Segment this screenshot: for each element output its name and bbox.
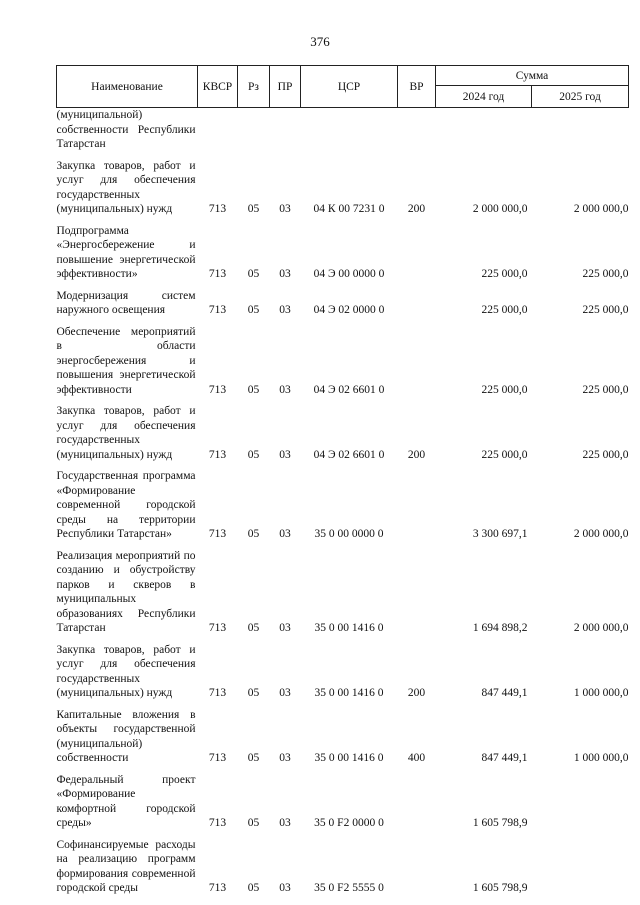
cell-pr: 03 xyxy=(279,304,291,316)
row-spacer-cell xyxy=(57,217,629,224)
cell-sum-2025 xyxy=(532,773,629,831)
cell-sum-2025 xyxy=(532,108,629,152)
table-row xyxy=(57,224,629,282)
row-spacer xyxy=(57,636,629,643)
cell-kvsr xyxy=(198,108,238,152)
header-pr: ПР xyxy=(270,66,301,108)
cell-rz: 05 xyxy=(247,304,260,316)
cell-vr xyxy=(398,289,436,318)
header-rz: Рз xyxy=(238,66,270,108)
cell-vr xyxy=(398,325,436,398)
table-row xyxy=(57,643,629,701)
cell-pr: 03 xyxy=(279,622,291,634)
cell-pr: 03 xyxy=(279,882,291,894)
cell-sum-2024: 225 000,0 xyxy=(481,268,528,280)
cell-name: Обеспечение мероприятий в области энергосбережения и повышения энергетической эффективности xyxy=(56,325,196,396)
row-spacer xyxy=(57,831,629,838)
cell-name: Софинансируемые расходы на реализацию программ формирования современной городской среды xyxy=(56,838,196,894)
cell-vr xyxy=(398,838,436,896)
cell-csr: 35 0 F2 5555 0 xyxy=(314,882,384,894)
cell-pr: 03 xyxy=(279,448,291,461)
row-spacer-cell xyxy=(57,766,629,773)
cell-name: Закупка товаров, работ и услуг для обеспечения государственных (муниципальных) нужд xyxy=(56,643,196,699)
row-spacer xyxy=(57,542,629,549)
cell-vr: 200 xyxy=(407,687,426,699)
cell-pr: 03 xyxy=(279,752,291,764)
cell-sum-2025: 225 000,0 xyxy=(582,383,629,396)
cell-vr xyxy=(398,108,436,152)
cell-csr: 35 0 00 1416 0 xyxy=(314,622,384,634)
cell-rz: 05 xyxy=(247,622,260,634)
cell-sum-2025: 1 000 000,0 xyxy=(573,752,629,764)
cell-name: Модернизация систем наружного освещения xyxy=(56,289,196,316)
cell-sum-2025 xyxy=(532,838,629,896)
cell-sum-2025: 2 000 000,0 xyxy=(573,203,629,215)
row-spacer xyxy=(57,701,629,708)
cell-csr: 35 0 00 1416 0 xyxy=(314,752,384,764)
header-year-2024: 2024 год xyxy=(436,86,532,108)
header-csr: ЦСР xyxy=(301,66,398,108)
cell-name: Федеральный проект «Формирование комфортной городской среды» xyxy=(56,773,196,829)
table-row xyxy=(57,159,629,217)
cell-pr xyxy=(270,108,301,152)
cell-kvsr: 713 xyxy=(208,383,227,396)
cell-kvsr: 713 xyxy=(208,448,227,461)
table-row xyxy=(57,773,629,831)
cell-rz: 05 xyxy=(247,448,260,461)
row-spacer xyxy=(57,766,629,773)
table-body xyxy=(57,108,629,896)
cell-sum-2024: 2 000 000,0 xyxy=(472,203,528,215)
header-kvsr: КВСР xyxy=(198,66,238,108)
cell-rz: 05 xyxy=(247,268,260,280)
cell-vr xyxy=(398,224,436,282)
cell-rz: 05 xyxy=(247,817,260,829)
table-row xyxy=(57,108,629,152)
cell-sum-2024: 225 000,0 xyxy=(481,383,528,396)
cell-kvsr: 713 xyxy=(208,882,227,894)
cell-rz: 05 xyxy=(247,383,260,396)
row-spacer xyxy=(57,397,629,404)
table-row xyxy=(57,549,629,636)
cell-sum-2024: 1 605 798,9 xyxy=(472,817,528,829)
table-row xyxy=(57,708,629,766)
header-vr: ВР xyxy=(398,66,436,108)
cell-vr xyxy=(398,549,436,636)
cell-sum-2025: 225 000,0 xyxy=(582,268,629,280)
row-spacer-cell xyxy=(57,397,629,404)
cell-csr: 04 К 00 7231 0 xyxy=(313,203,385,215)
cell-csr: 35 0 00 1416 0 xyxy=(314,687,384,699)
cell-csr: 04 Э 02 6601 0 xyxy=(313,448,385,461)
cell-csr xyxy=(301,108,398,152)
row-spacer xyxy=(57,217,629,224)
cell-pr: 03 xyxy=(279,687,291,699)
table-header xyxy=(57,66,629,108)
cell-vr xyxy=(398,469,436,542)
row-spacer-cell xyxy=(57,318,629,325)
cell-name: Подпрограмма «Энергосбережение и повышение энергетической эффективности» xyxy=(56,224,196,280)
cell-csr: 04 Э 02 0000 0 xyxy=(313,304,385,316)
row-spacer-cell xyxy=(57,636,629,643)
table-row xyxy=(57,404,629,462)
cell-sum-2025: 2 000 000,0 xyxy=(573,622,629,634)
cell-csr: 35 0 F2 0000 0 xyxy=(314,817,384,829)
cell-pr: 03 xyxy=(279,528,291,540)
cell-kvsr: 713 xyxy=(208,687,227,699)
row-spacer xyxy=(57,282,629,289)
cell-sum-2025: 225 000,0 xyxy=(582,304,629,316)
cell-pr: 03 xyxy=(279,383,291,396)
header-year-2025: 2025 год xyxy=(532,86,629,108)
cell-name: Реализация мероприятий по созданию и обустройству парков и скверов в муниципальных образованиях Республики Татарстан xyxy=(56,549,196,634)
cell-kvsr: 713 xyxy=(208,752,227,764)
cell-csr: 04 Э 00 0000 0 xyxy=(313,268,385,280)
row-spacer xyxy=(57,462,629,469)
cell-pr: 03 xyxy=(279,817,291,829)
cell-csr: 04 Э 02 6601 0 xyxy=(313,383,385,396)
cell-sum-2025: 1 000 000,0 xyxy=(573,687,629,699)
row-spacer-cell xyxy=(57,462,629,469)
cell-sum-2024: 1 694 898,2 xyxy=(472,622,528,634)
cell-rz: 05 xyxy=(247,752,260,764)
cell-rz: 05 xyxy=(247,203,260,215)
cell-sum-2024: 225 000,0 xyxy=(481,304,528,316)
cell-vr: 200 xyxy=(407,203,426,215)
cell-rz: 05 xyxy=(247,882,260,894)
row-spacer-cell xyxy=(57,542,629,549)
row-spacer-cell xyxy=(57,152,629,159)
cell-name: Закупка товаров, работ и услуг для обеспечения государственных (муниципальных) нужд xyxy=(56,159,196,215)
page-number: 376 xyxy=(310,34,330,49)
cell-pr: 03 xyxy=(279,268,291,280)
cell-vr: 200 xyxy=(407,448,426,461)
cell-sum-2024 xyxy=(436,108,532,152)
table-row xyxy=(57,325,629,398)
cell-kvsr: 713 xyxy=(208,528,227,540)
cell-name: Государственная программа «Формирование современной городской среды на территории Республики Татарстан» xyxy=(56,470,196,540)
cell-kvsr: 713 xyxy=(208,203,227,215)
cell-sum-2024: 1 605 798,9 xyxy=(472,882,528,894)
cell-sum-2024: 847 449,1 xyxy=(481,752,528,764)
cell-sum-2025: 225 000,0 xyxy=(582,448,629,461)
cell-name: (муниципальной) собственности Республики Татарстан xyxy=(56,109,196,150)
table-row xyxy=(57,289,629,318)
row-spacer-cell xyxy=(57,701,629,708)
cell-vr: 400 xyxy=(407,752,426,764)
cell-sum-2024: 3 300 697,1 xyxy=(472,528,528,540)
cell-name: Капитальные вложения в объекты государственной (муниципальной) собственности xyxy=(56,708,196,764)
table-row xyxy=(57,469,629,542)
cell-kvsr: 713 xyxy=(208,268,227,280)
cell-kvsr: 713 xyxy=(208,817,227,829)
cell-name: Закупка товаров, работ и услуг для обеспечения государственных (муниципальных) нужд xyxy=(56,405,196,461)
cell-rz xyxy=(238,108,270,152)
row-spacer-cell xyxy=(57,831,629,838)
cell-rz: 05 xyxy=(247,687,260,699)
cell-csr: 35 0 00 0000 0 xyxy=(314,528,384,540)
cell-kvsr: 713 xyxy=(208,622,227,634)
row-spacer xyxy=(57,152,629,159)
cell-pr: 03 xyxy=(279,203,291,215)
cell-vr xyxy=(398,773,436,831)
cell-kvsr: 713 xyxy=(208,304,227,316)
cell-sum-2024: 225 000,0 xyxy=(481,448,528,461)
row-spacer-cell xyxy=(57,282,629,289)
budget-table xyxy=(56,65,629,896)
table-row xyxy=(57,838,629,896)
cell-sum-2025: 2 000 000,0 xyxy=(573,528,629,540)
row-spacer xyxy=(57,318,629,325)
header-name: Наименование xyxy=(57,66,198,108)
cell-sum-2024: 847 449,1 xyxy=(481,687,528,699)
header-sum: Сумма xyxy=(436,66,629,86)
cell-rz: 05 xyxy=(247,528,260,540)
